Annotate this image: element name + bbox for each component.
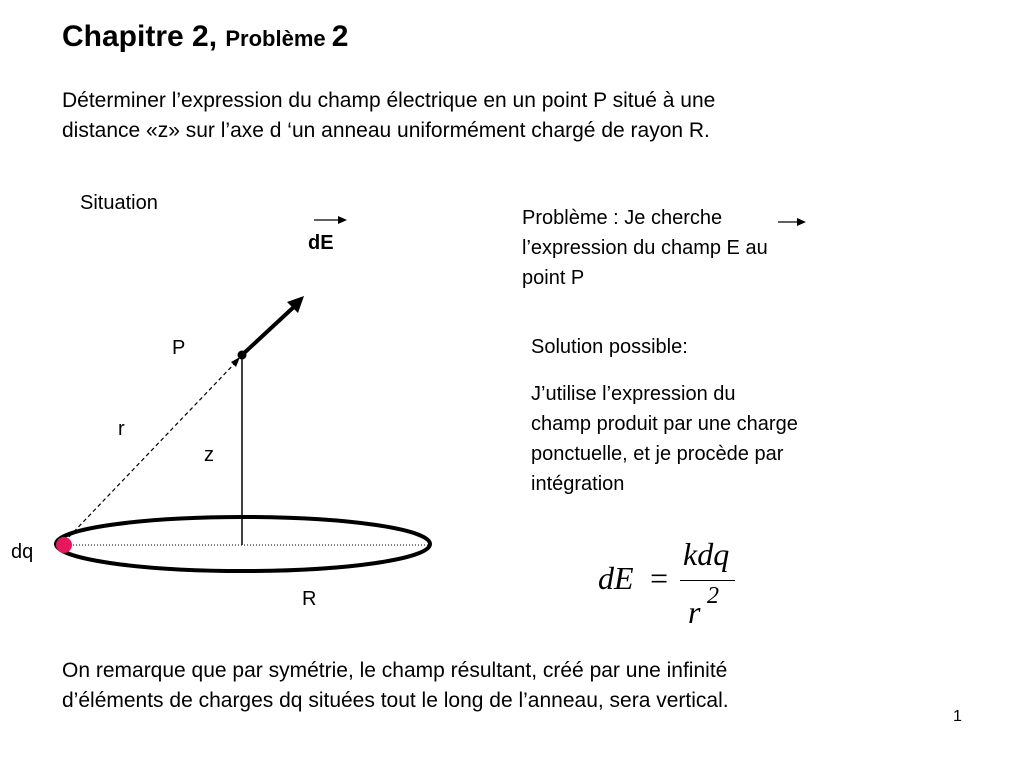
probleme-line-2: l’expression du champ E au <box>522 237 768 259</box>
ring-radius-label: R <box>302 588 317 610</box>
p-label: P <box>172 337 186 359</box>
formula-denominator: r <box>688 594 701 630</box>
title-main: Chapitre 2, <box>62 20 226 53</box>
formula-lhs: dE <box>598 560 634 596</box>
solution-line-3: ponctuelle, et je procède par <box>531 443 784 465</box>
formula-fraction-bar <box>680 580 735 581</box>
charged-ring <box>56 517 430 571</box>
probleme-line-3: point P <box>522 267 585 289</box>
remark-paragraph <box>62 656 729 716</box>
title-number: 2 <box>331 20 349 53</box>
dq-label: dq <box>11 541 34 563</box>
formula-numerator: kdq <box>683 536 730 572</box>
intro-line-1: Déterminer l’expression du champ électrique en un point P situé à une <box>62 89 716 112</box>
r-arrowhead <box>231 357 240 367</box>
page-number: 1 <box>953 708 962 725</box>
solution-line-4: intégration <box>531 473 625 495</box>
title-sub: Problème <box>225 26 332 51</box>
point-p <box>238 351 247 360</box>
probleme-line-1: Problème : Je cherche <box>522 207 723 229</box>
charge-element-dot <box>56 537 72 553</box>
de-vector <box>242 304 297 355</box>
situation-label: Situation <box>80 192 158 214</box>
de-label: dE <box>308 232 334 254</box>
solution-line-2: champ produit par une charge <box>531 413 798 435</box>
z-label: z <box>204 444 214 466</box>
probleme-block <box>522 203 768 293</box>
remark-line-1: On remarque que par symétrie, le champ résultant, créé par une infinité <box>62 659 728 682</box>
r-label: r <box>118 418 125 440</box>
solution-title: Solution possible: <box>531 336 688 358</box>
remark-line-2: d’éléments de charges dq situées tout le long de l’anneau, sera vertical. <box>62 689 729 712</box>
intro-line-2: distance «z» sur l’axe d ‘un anneau uniformément chargé de rayon R. <box>62 119 710 142</box>
solution-block <box>531 379 798 499</box>
de-label-vector-arrowhead <box>338 216 347 224</box>
formula-exponent: 2 <box>707 583 719 609</box>
formula-equals: = <box>648 560 670 596</box>
e-vector-arrowhead <box>797 218 806 226</box>
solution-line-1: J’utilise l’expression du <box>531 383 736 405</box>
